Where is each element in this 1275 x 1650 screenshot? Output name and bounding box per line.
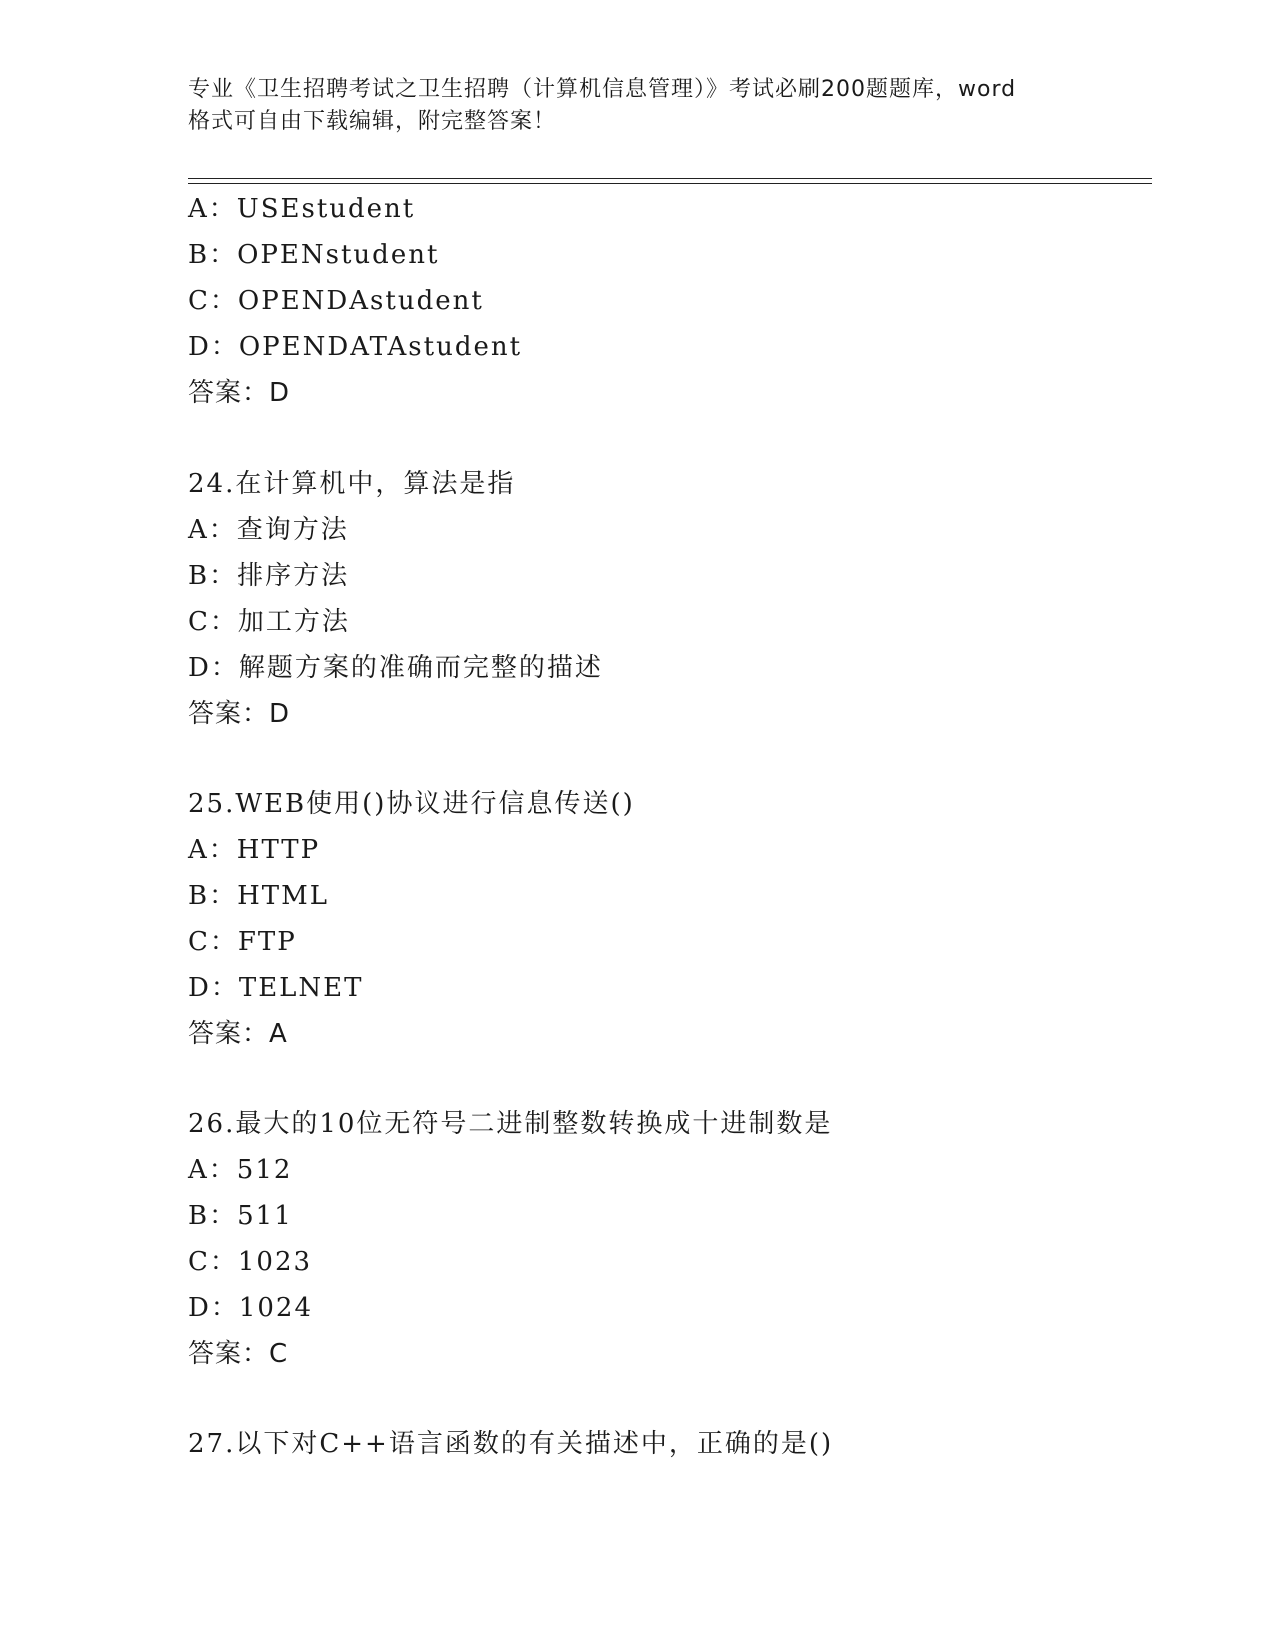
question-26 <box>188 1101 1138 1377</box>
option-d: D：OPENDATAstudent <box>188 332 523 362</box>
question-text: 25.WEB使用()协议进行信息传送() <box>188 789 635 819</box>
option-d: D：TELNET <box>188 973 364 1003</box>
option-d: D：解题方案的准确而完整的描述 <box>188 653 603 683</box>
option-b: B：排序方法 <box>188 561 350 591</box>
answer: 答案：D <box>188 378 291 408</box>
option-b: B：OPENstudent <box>188 240 440 270</box>
option-b: B：HTML <box>188 881 330 911</box>
option-a: A：HTTP <box>188 835 321 865</box>
header-line-1: 专业《卫生招聘考试之卫生招聘（计算机信息管理）》考试必刷200题题库，word <box>188 77 1017 102</box>
answer: 答案：C <box>188 1339 289 1369</box>
option-d: D：1024 <box>188 1293 314 1323</box>
header-divider-bottom <box>188 183 1152 184</box>
document-header <box>188 74 1088 138</box>
header-line-2: 格式可自由下载编辑，附完整答案！ <box>188 109 557 134</box>
question-text: 26.最大的10位无符号二进制整数转换成十进制数是 <box>188 1109 833 1139</box>
header-divider-top <box>188 178 1152 179</box>
question-text: 24.在计算机中，算法是指 <box>188 469 516 499</box>
question-25 <box>188 781 1138 1057</box>
option-a: A：查询方法 <box>188 515 349 545</box>
question-27 <box>188 1421 1138 1467</box>
option-a: A：USEstudent <box>188 194 416 224</box>
option-c: C：1023 <box>188 1247 313 1277</box>
question-text: 27.以下对C++语言函数的有关描述中，正确的是() <box>188 1429 834 1459</box>
option-c: C：加工方法 <box>188 607 350 637</box>
option-b: B：511 <box>188 1201 293 1231</box>
question-24 <box>188 461 1138 737</box>
option-a: A：512 <box>188 1155 293 1185</box>
question-23-continuation <box>188 186 1138 416</box>
answer: 答案：A <box>188 1019 288 1049</box>
answer: 答案：D <box>188 699 291 729</box>
option-c: C：FTP <box>188 927 297 957</box>
option-c: C：OPENDAstudent <box>188 286 484 316</box>
